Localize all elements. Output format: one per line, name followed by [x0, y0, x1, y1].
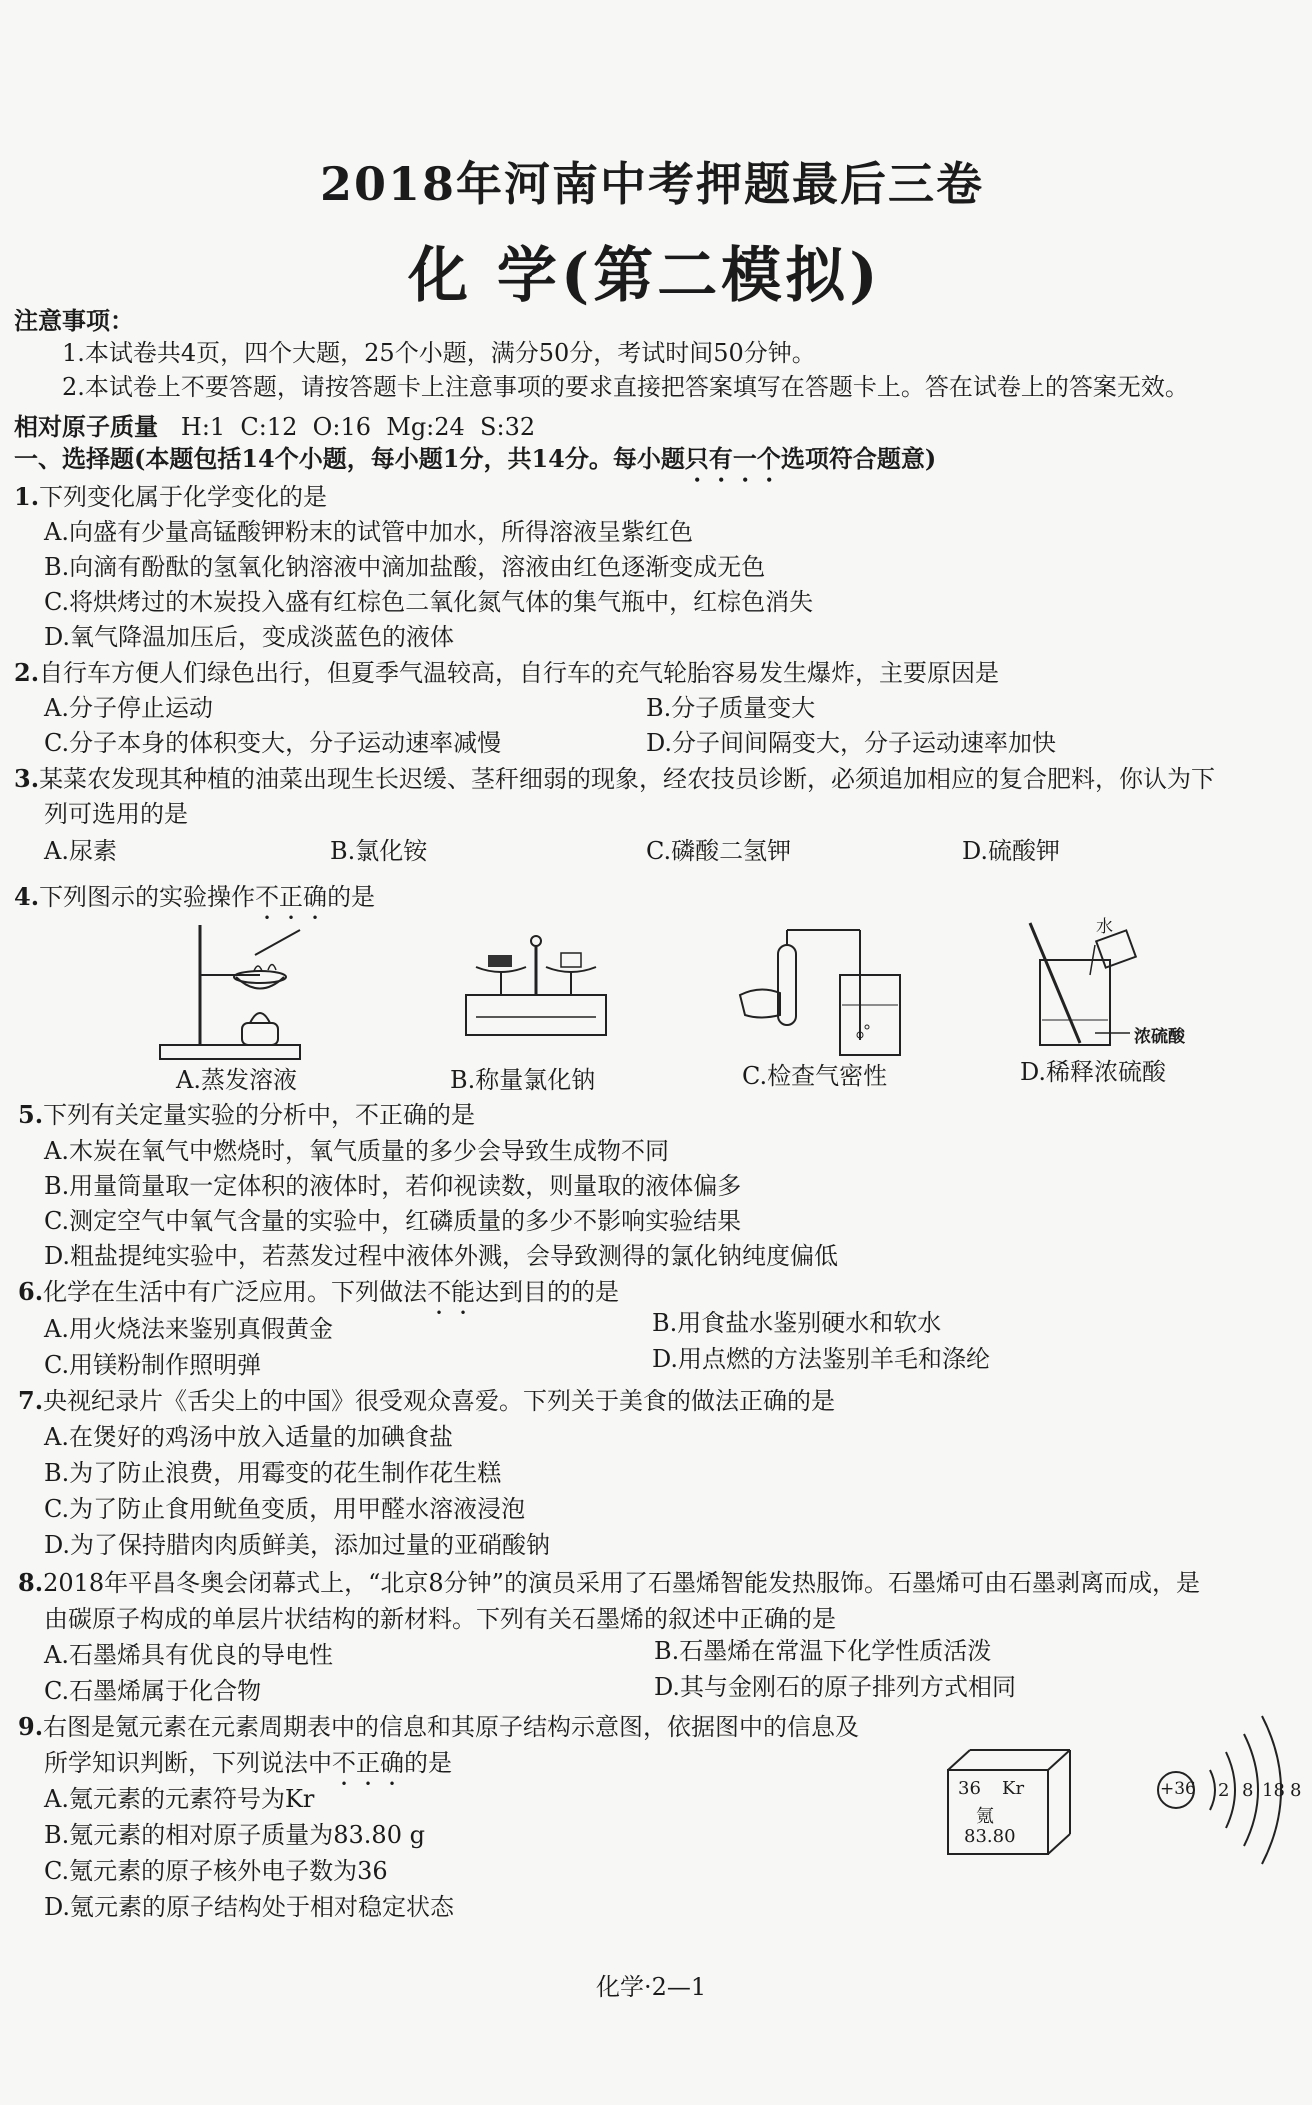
q5-option-c: C.测定空气中氧气含量的实验中，红磷质量的多少不影响实验结果 — [44, 1207, 742, 1235]
q8-option-a: A.石墨烯具有优良的导电性 — [44, 1641, 333, 1669]
question-text: 央视纪录片《舌尖上的中国》很受观众喜爱。下列关于美食的做法正确的是 — [43, 1387, 836, 1415]
question-7-stem — [18, 1384, 835, 1418]
evaporation-apparatus-figure — [150, 915, 330, 1065]
question-number: 7. — [18, 1386, 44, 1415]
note-1: 1.本试卷共4页，四个大题，25个小题，满分50分，考试时间50分钟。 — [62, 339, 816, 367]
q9-option-a: A.氪元素的元素符号为Kr — [44, 1785, 315, 1813]
element-atomic-number: 36 — [958, 1778, 981, 1799]
question-number: 1. — [14, 482, 40, 511]
shell-2-electrons: 8 — [1242, 1780, 1254, 1801]
q9-option-d: D.氪元素的原子结构处于相对稳定状态 — [44, 1893, 455, 1921]
question-text: 所学知识判断，下列说法中 — [44, 1749, 332, 1777]
q5-option-a: A.木炭在氧气中燃烧时，氧气质量的多少会导致生成物不同 — [44, 1137, 669, 1165]
question-5-stem — [18, 1098, 475, 1132]
question-text-end: 的是 — [404, 1749, 452, 1777]
q5-option-d: D.粗盐提纯实验中，若蒸发过程中液体外溅，会导致测得的氯化钠纯度偏低 — [44, 1242, 839, 1270]
question-text-end: 达到目的的是 — [475, 1278, 620, 1306]
q2-option-a: A.分子停止运动 — [44, 694, 213, 722]
figure-c-caption: C.检查气密性 — [742, 1062, 888, 1090]
q6-option-b: B.用食盐水鉴别硬水和软水 — [652, 1309, 942, 1337]
element-mass: 83.80 — [964, 1826, 1016, 1847]
question-text: 下列变化属于化学变化的是 — [39, 483, 328, 511]
q7-option-a: A.在煲好的鸡汤中放入适量的加碘食盐 — [44, 1423, 453, 1451]
q3-option-b: B.氯化铵 — [330, 837, 428, 865]
emphasis-text: 不正确 — [332, 1749, 404, 1777]
figure-a-caption: A.蒸发溶液 — [176, 1066, 297, 1094]
dilution-figure — [1020, 915, 1220, 1055]
q3-option-c: C.磷酸二氢钾 — [646, 837, 792, 865]
q7-option-c: C.为了防止食用鱿鱼变质，用甲醛水溶液浸泡 — [44, 1495, 526, 1523]
question-number: 5. — [18, 1100, 44, 1129]
question-9-stem — [18, 1710, 859, 1744]
section-1-heading-post: 选项符合题意) — [780, 444, 937, 473]
q3-option-a: A.尿素 — [44, 837, 117, 865]
question-number: 6. — [18, 1277, 44, 1306]
q8-option-d: D.其与金刚石的原子排列方式相同 — [654, 1673, 1017, 1701]
q9-option-c: C.氪元素的原子核外电子数为36 — [44, 1857, 388, 1885]
atomic-mass-line — [14, 410, 535, 444]
q2-option-c: C.分子本身的体积变大，分子运动速率减慢 — [44, 729, 502, 757]
shell-1-electrons: 2 — [1218, 1780, 1230, 1801]
question-3-stem — [14, 762, 1215, 796]
question-text: 2018年平昌冬奥会闭幕式上，“北京8分钟”的演员采用了石墨烯智能发热服饰。石墨烯可由石墨剥离而成，是 — [43, 1569, 1200, 1597]
q8-option-c: C.石墨烯属于化合物 — [44, 1677, 262, 1705]
q2-option-b: B.分子质量变大 — [646, 694, 816, 722]
balance-figure — [446, 925, 626, 1055]
shell-3-electrons: 18 — [1262, 1780, 1285, 1801]
q7-option-b: B.为了防止浪费，用霉变的花生制作花生糕 — [44, 1459, 502, 1487]
question-number: 8. — [18, 1568, 44, 1597]
q2-option-d: D.分子间间隔变大，分子运动速率加快 — [646, 729, 1057, 757]
emphasis-text: 不正确 — [255, 883, 328, 911]
figure-b-caption: B.称量氯化钠 — [450, 1066, 596, 1094]
figure-d-caption: D.稀释浓硫酸 — [1020, 1058, 1167, 1086]
note-2: 2.本试卷上不要答题，请按答题卡上注意事项的要求直接把答案填写在答题卡上。答在试卷上的答案无效。 — [62, 373, 1189, 401]
atomic-mass-label: 相对原子质量 — [14, 412, 158, 441]
question-number: 2. — [14, 658, 40, 687]
air-tightness-figure — [730, 915, 930, 1065]
question-3-stem-cont: 列可选用的是 — [44, 800, 188, 828]
shell-4-electrons: 8 — [1290, 1780, 1302, 1801]
q1-option-b: B.向滴有酚酞的氢氧化钠溶液中滴加盐酸，溶液由红色逐渐变成无色 — [44, 553, 766, 581]
question-8-stem — [18, 1566, 1200, 1600]
emphasis-text: 不能 — [427, 1278, 476, 1306]
page-number: 化学·2—1 — [596, 1973, 707, 2001]
element-symbol: Kr — [1002, 1778, 1025, 1799]
q6-option-a: A.用火烧法来鉴别真假黄金 — [44, 1315, 333, 1343]
question-text: 某菜农发现其种植的油菜出现生长迟缓、茎秆细弱的现象，经农技员诊断，必须追加相应的复合肥料，你认为下 — [39, 765, 1216, 793]
q1-option-d: D.氧气降温加压后，变成淡蓝色的液体 — [44, 623, 455, 651]
q5-option-b: B.用量筒量取一定体积的液体时，若仰视读数，则量取的液体偏多 — [44, 1172, 742, 1200]
q6-option-c: C.用镁粉制作照明弹 — [44, 1351, 262, 1379]
q3-option-d: D.硫酸钾 — [962, 837, 1061, 865]
nucleus-charge: +36 — [1160, 1779, 1196, 1799]
element-name: 氪 — [976, 1806, 994, 1827]
question-8-stem-cont: 由碳原子构成的单层片状结构的新材料。下列有关石墨烯的叙述中正确的是 — [44, 1605, 836, 1633]
question-text-end: 的是 — [327, 883, 376, 911]
page-title: 化 学(第二模拟) — [408, 241, 882, 311]
question-text: 下列有关定量实验的分析中，不正确的是 — [43, 1101, 476, 1129]
question-1-stem — [14, 480, 327, 514]
water-label: 水 — [1096, 917, 1113, 937]
notes-heading: 注意事项： — [14, 306, 134, 335]
question-2-stem — [14, 656, 999, 690]
question-text: 下列图示的实验操作 — [39, 883, 256, 911]
q8-option-b: B.石墨烯在常温下化学性质活泼 — [654, 1637, 992, 1665]
atomic-mass-values: H:1 C:12 O:16 Mg:24 S:32 — [180, 413, 536, 441]
question-text: 化学在生活中有广泛应用。下列做法 — [43, 1278, 428, 1306]
q7-option-d: D.为了保持腊肉肉质鲜美，添加过量的亚硝酸钠 — [44, 1531, 551, 1559]
q1-option-a: A.向盛有少量高锰酸钾粉末的试管中加水，所得溶液呈紫红色 — [44, 518, 693, 546]
section-1-heading-emphasis: 只有一个 — [684, 444, 781, 473]
q6-option-d: D.用点燃的方法鉴别羊毛和涤纶 — [652, 1345, 991, 1373]
question-number: 9. — [18, 1712, 44, 1741]
concentrated-acid-label: 浓硫酸 — [1134, 1027, 1185, 1047]
question-number: 3. — [14, 764, 40, 793]
q9-option-b: B.氪元素的相对原子质量为83.80 g — [44, 1821, 425, 1849]
section-1-heading-pre: 一、选择题(本题包括14个小题，每小题1分，共14分。每小题 — [14, 444, 685, 473]
q1-option-c: C.将烘烤过的木炭投入盛有红棕色二氧化氮气体的集气瓶中，红棕色消失 — [44, 588, 814, 616]
question-text: 右图是氪元素在元素周期表中的信息和其原子结构示意图，依据图中的信息及 — [43, 1713, 860, 1741]
question-number: 4. — [14, 882, 40, 911]
exam-series-title: 2018年河南中考押题最后三卷 — [320, 157, 985, 211]
question-text: 自行车方便人们绿色出行，但夏季气温较高，自行车的充气轮胎容易发生爆炸，主要原因是 — [39, 659, 1000, 687]
